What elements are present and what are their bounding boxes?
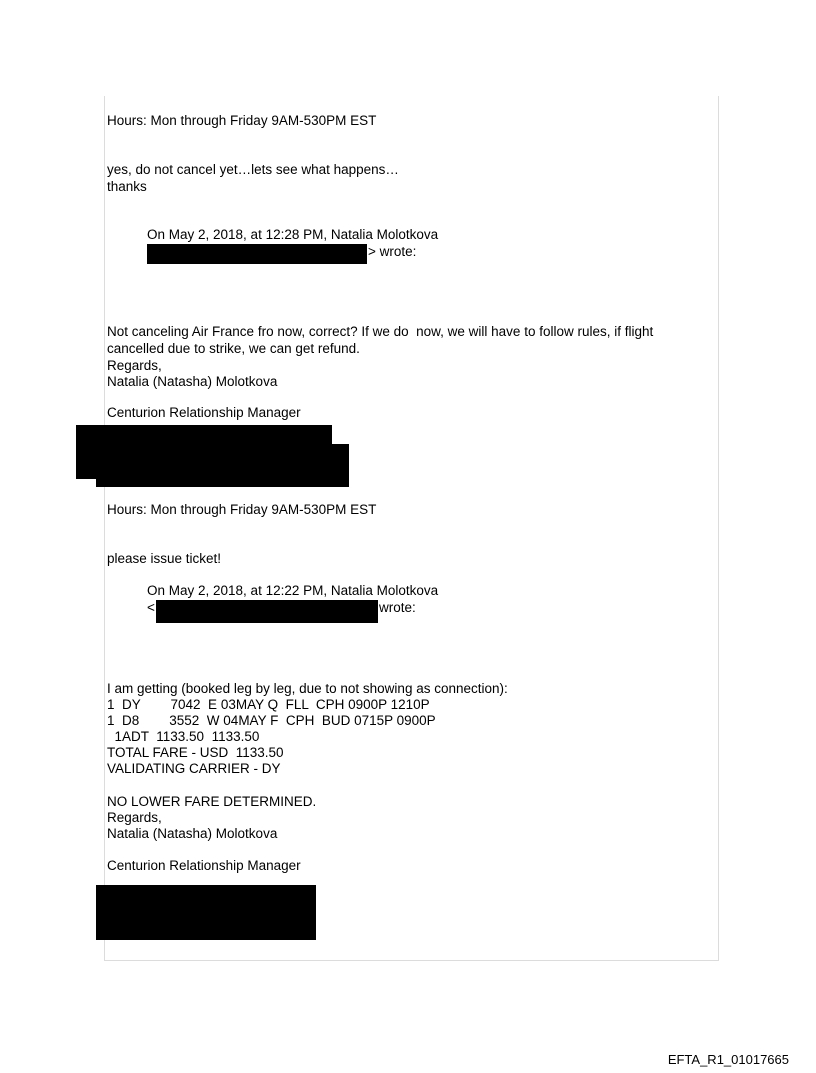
quote-wrote: > wrote:	[368, 244, 417, 259]
signature-regards: Regards,	[107, 358, 162, 373]
redaction-box	[96, 885, 316, 940]
quote-header: On May 2, 2018, at 12:28 PM, Natalia Molotkova	[147, 227, 439, 242]
signature-title: Centurion Relationship Manager	[107, 405, 301, 420]
message-text: cancelled due to strike, we can get refund.	[107, 341, 360, 356]
itinerary-line: I am getting (booked leg by leg, due to not showing as connection):	[107, 681, 508, 696]
reply-text: thanks	[107, 179, 147, 194]
quote-wrote: wrote:	[379, 600, 416, 615]
itinerary-line: 1ADT 1133.50 1133.50	[107, 729, 260, 744]
redaction-box	[147, 244, 367, 264]
itinerary-line: 1 DY 7042 E 03MAY Q FLL CPH 0900P 1210P	[107, 697, 430, 712]
redaction-box	[156, 600, 378, 623]
itinerary-line: 1 D8 3552 W 04MAY F CPH BUD 0715P 0900P	[107, 713, 436, 728]
signature-name: Natalia (Natasha) Molotkova	[107, 826, 278, 841]
itinerary-line: TOTAL FARE - USD 1133.50	[107, 745, 284, 760]
reply-text: yes, do not cancel yet…lets see what happens…	[107, 162, 399, 177]
redaction-box	[96, 444, 349, 487]
hours-line: Hours: Mon through Friday 9AM-530PM EST	[107, 113, 377, 128]
signature-name: Natalia (Natasha) Molotkova	[107, 374, 278, 389]
fare-note: NO LOWER FARE DETERMINED.	[107, 794, 317, 809]
itinerary-line: VALIDATING CARRIER - DY	[107, 761, 281, 776]
message-text: Not canceling Air France fro now, correct? If we do now, we will have to follow rules, if flight	[107, 324, 654, 339]
reply-text: please issue ticket!	[107, 551, 222, 566]
quote-header: On May 2, 2018, at 12:22 PM, Natalia Molotkova	[147, 583, 439, 598]
hours-line: Hours: Mon through Friday 9AM-530PM EST	[107, 502, 377, 517]
bates-number: EFTA_R1_01017665	[667, 1052, 789, 1067]
quote-bracket: <	[147, 600, 155, 615]
signature-regards: Regards,	[107, 810, 162, 825]
signature-title: Centurion Relationship Manager	[107, 858, 301, 873]
